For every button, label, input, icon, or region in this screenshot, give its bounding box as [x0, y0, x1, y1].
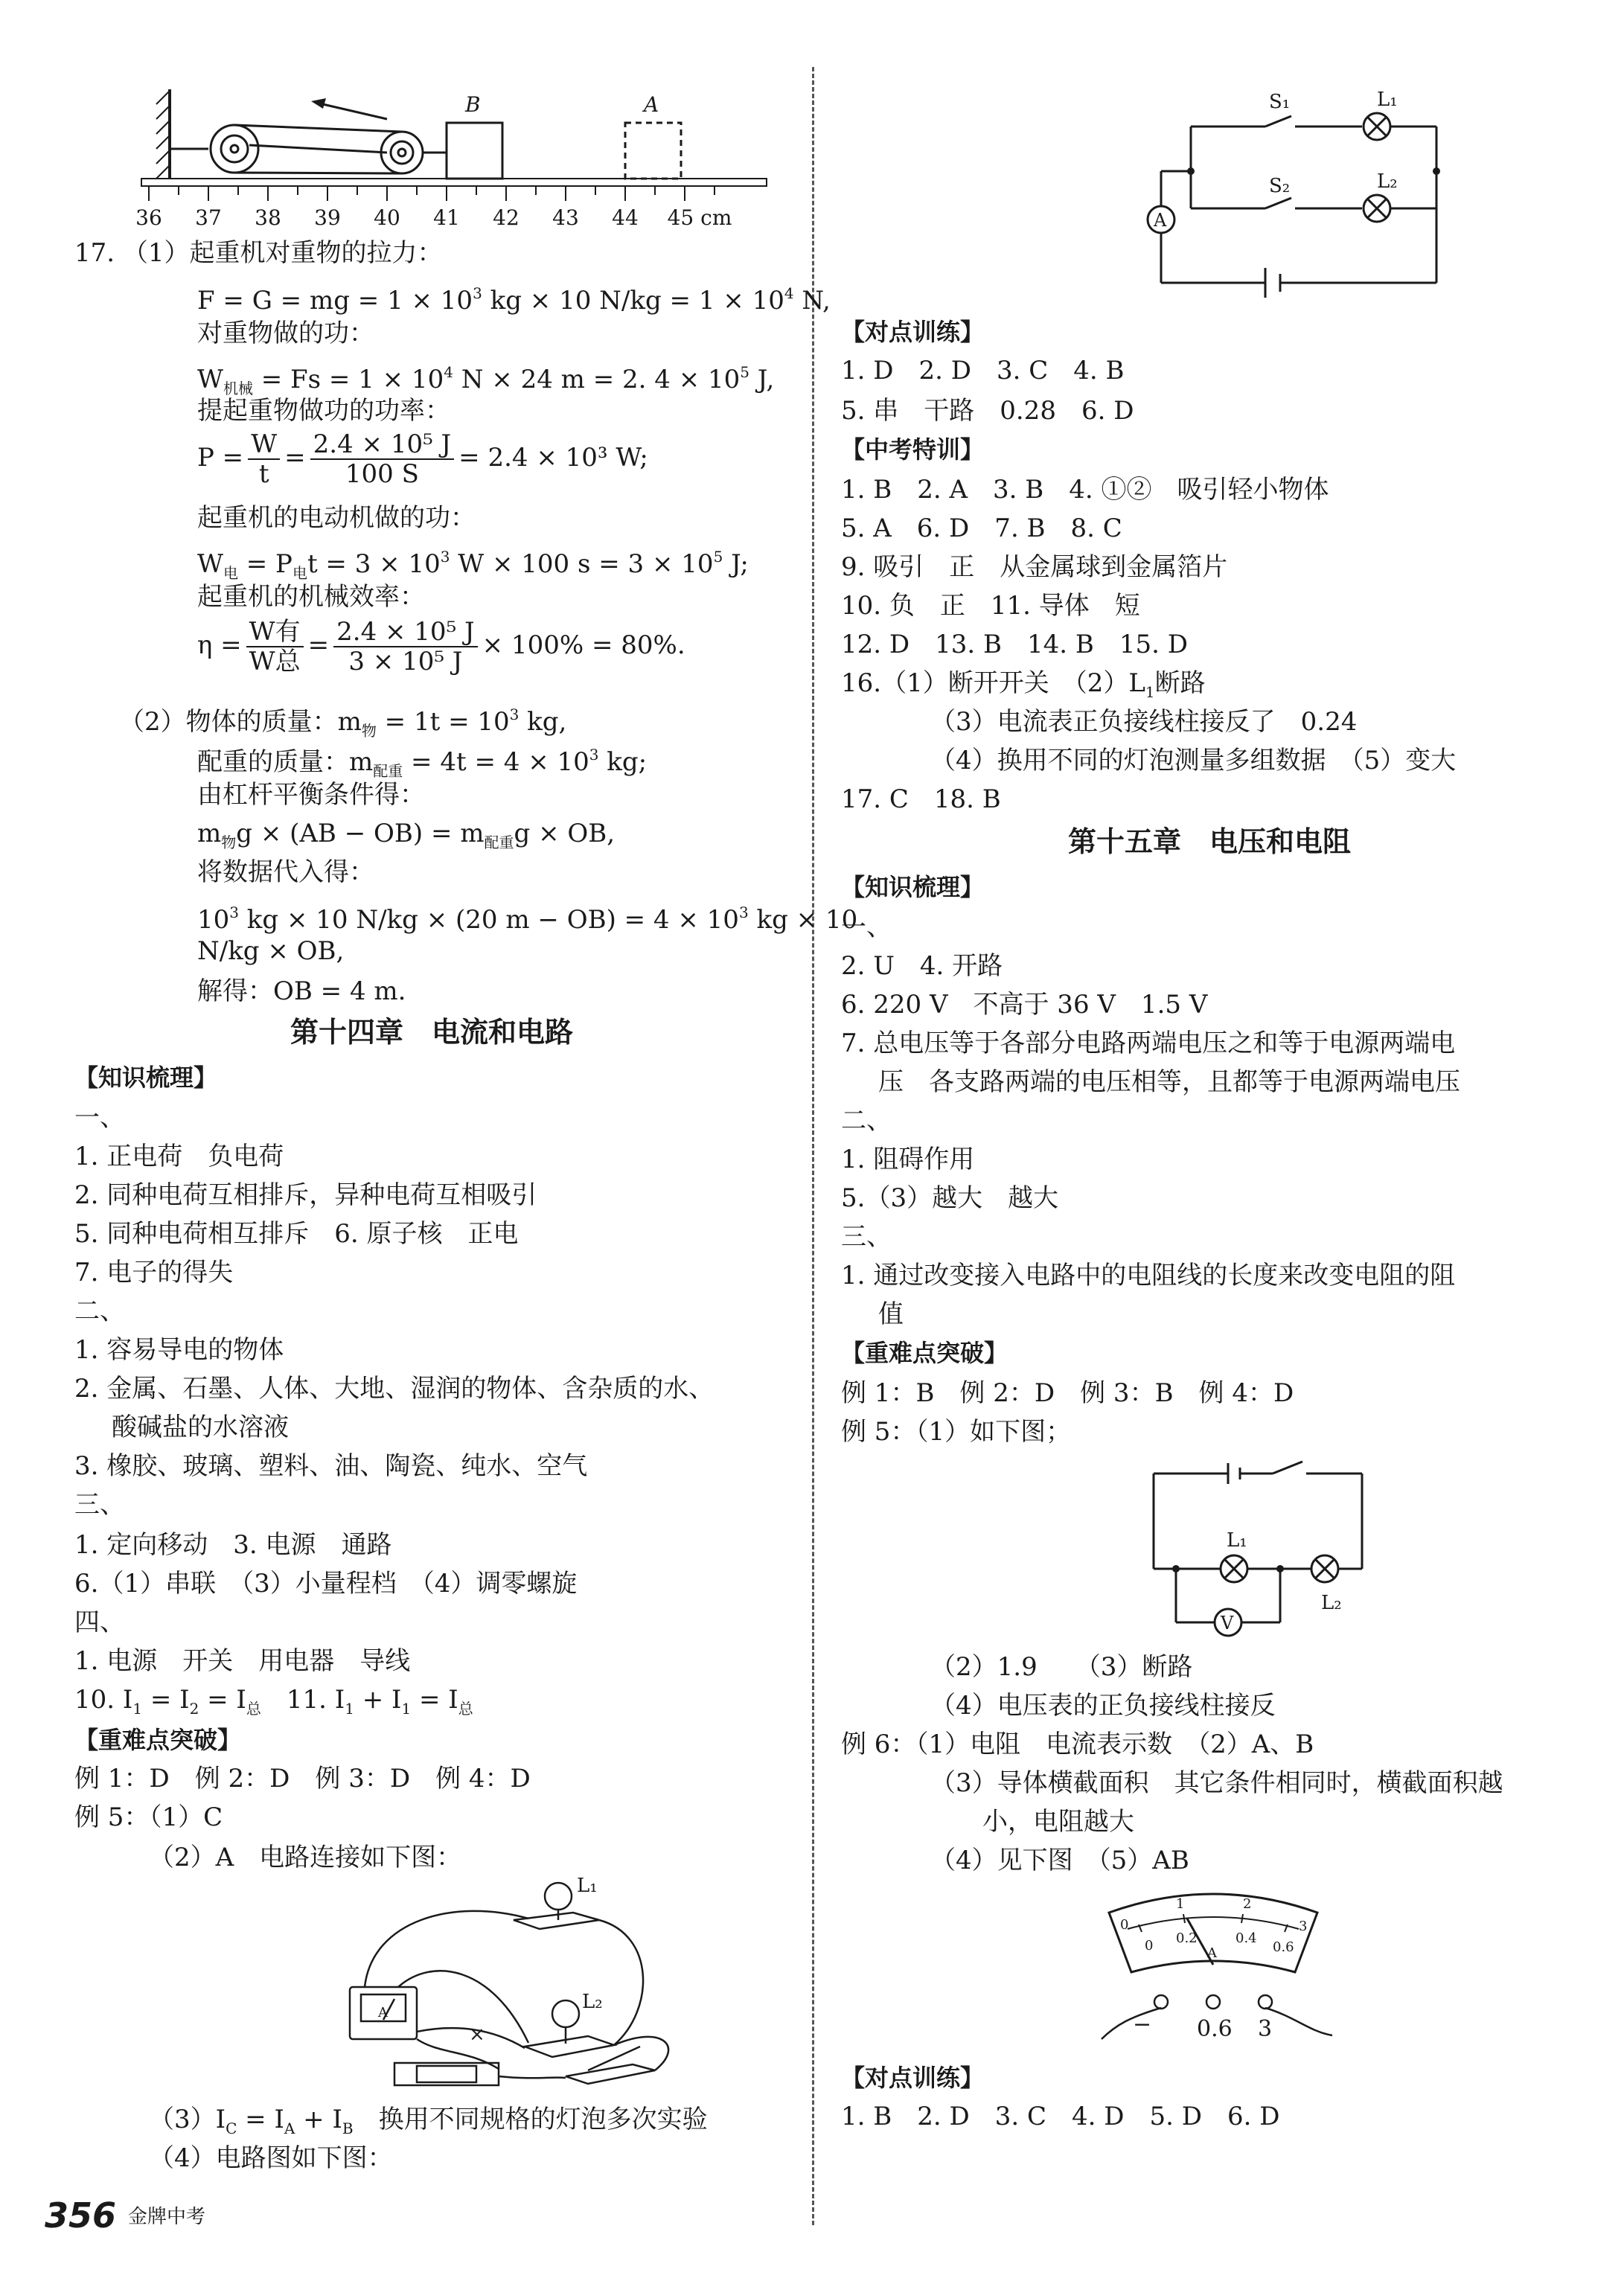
fig1-s2: S₂ [1269, 175, 1291, 197]
dial-unit: A [1207, 1945, 1217, 1961]
fig-l1-label: L₁ [577, 1875, 598, 1897]
example-line-3: （2）A 电路连接如下图： [149, 1843, 462, 1872]
k3-heading: 三、 [74, 1490, 125, 1520]
q17-line-18: 解得：OB = 4 m. [197, 976, 406, 1006]
k1-item-2: 2. 同种电荷互相排斥，异种电荷互相吸引 [74, 1180, 537, 1210]
q17-line-8: $W_电 = P_电t = 3 \times 10^3$ W × 100 $s = 3 \times 10^5$ J; [197, 548, 749, 582]
q17-line-7: 起重机的电动机做的功： [197, 503, 476, 533]
zk-line-9: 17. C 18. B [841, 784, 1001, 814]
example-line-1: 例 1：D 例 2：D 例 3：D 例 4：D [74, 1764, 531, 1794]
zk-line-8: （4）换用不同的灯泡测量多组数据 （5）变大 [930, 746, 1457, 775]
fig2-l1: L₁ [1227, 1529, 1247, 1552]
r-k1-item-3: 7. 总电压等于各部分电路两端电压之和等于电源两端电 [841, 1028, 1456, 1058]
tag-point-training-2: 【对点训练】 [841, 2064, 985, 2092]
r-k3-item-1-cont: 值 [878, 1299, 904, 1329]
q17-line-10: η = $\frac{\text{W有}}{\text{W总}}$ = $\frac{\text{2.4 × 10⁵ J}}{\text{3 × 10⁵ J}}$ × 100% = 80%. [197, 617, 685, 676]
ruler-tick-41: 41 [433, 205, 460, 230]
ruler-tick-43: 43 [552, 205, 579, 230]
ruler-tick-42: 42 [493, 205, 520, 230]
k1-item-4: 7. 电子的得失 [74, 1258, 234, 1287]
fig1-ammeter: A [1154, 210, 1167, 231]
k4-item-1: 1. 电源 开关 用电器 导线 [74, 1646, 411, 1676]
dial-bottom-02: 0.2 [1176, 1930, 1198, 1946]
k4-item-2: 10. $I_1 = I_2 = I_总$ 11. $I_1 + I_1 = I_总$ [74, 1685, 473, 1718]
parallel-circuit-figure [1139, 89, 1466, 305]
zk-line-4: 10. 负 正 11. 导体 短 [841, 591, 1140, 621]
k2-item-2: 2. 金属、石墨、人体、大地、湿润的物体、含杂质的水、 [74, 1374, 715, 1404]
ruler-tick-40: 40 [374, 205, 400, 230]
power-fraction-2: $\frac{\text{2.4 × 10⁵ J}}{100 S}$ [310, 430, 455, 488]
q17-line-12: 配重的质量：$m_{配重} = 4t = 4 \times 10^3$ kg; [197, 746, 648, 780]
tag-knowledge-review: 【知识梳理】 [74, 1063, 218, 1092]
tag-exam-training: 【中考特训】 [841, 435, 985, 464]
q17-line-17: N/kg × OB, [197, 936, 345, 966]
r-ex-line-7: 小，电阻越大 [982, 1807, 1134, 1837]
r-ex-line-2: 例 5：（1）如下图； [841, 1417, 1072, 1447]
q17-line-14: $m_物g \times (AB - OB) = m_{配重}g$ × OB, [197, 819, 616, 851]
efficiency-fraction-2: $\frac{\text{2.4 × 10⁵ J}}{\text{3 × 10⁵ J}}$ [333, 618, 478, 676]
dd-line-2: 5. 串 干路 0.28 6. D [841, 396, 1134, 426]
ruler-tick-39: 39 [314, 205, 341, 230]
r-k1-item-2: 6. 220 V 不高于 36 V 1.5 V [841, 990, 1208, 1020]
page-number: 356 [45, 2195, 117, 2236]
q17-line-6: P = $\frac{W}{t}$ = $\frac{\text{2.4 × 10⁵ J}}{100 S}$ = 2.4 × 10³ W; [197, 429, 648, 489]
k1-heading: 一、 [74, 1103, 125, 1133]
example-line-2: 例 5：（1）C [74, 1802, 223, 1832]
k2-item-2-cont: 酸碱盐的水溶液 [112, 1412, 289, 1442]
r-ex-line-6: （3）导体横截面积 其它条件相同时，横截面积越 [930, 1768, 1503, 1798]
voltmeter-circuit-figure [1139, 1459, 1392, 1637]
k3-item-2: 6.（1）串联 （3）小量程档 （4）调零螺旋 [74, 1569, 578, 1599]
terminal-minus: − [1133, 2012, 1152, 2038]
dial-top-1: 1 [1176, 1896, 1185, 1912]
q17-line-11: （2）物体的质量：$m_物 = 1t = 10^3$ kg, [119, 706, 567, 740]
q17-line-1: 17. （1）起重机对重物的拉力： [74, 238, 443, 268]
q17-line-15: 将数据代入得： [197, 857, 374, 887]
dial-bottom-06: 0.6 [1273, 1939, 1294, 1955]
example-line-5: （4）电路图如下图： [149, 2143, 393, 2173]
fig1-l2: L₂ [1377, 170, 1398, 193]
r-ex-line-3: （2）1.9 （3）断路 [930, 1652, 1193, 1682]
r-k2-heading: 二、 [841, 1106, 892, 1136]
r-k2-item-1: 1. 阻碍作用 [841, 1145, 975, 1174]
terminal-3: 3 [1258, 2016, 1273, 2042]
q17-line-16: $10^3$ kg × 10 N/kg × (20 $m - OB) = 4 \times 10^3$ kg × 10 [197, 903, 858, 935]
chapter-15-title: 第十五章 电压和电阻 [1067, 825, 1351, 858]
dd-line-1: 1. D 2. D 3. C 4. B [841, 356, 1125, 385]
efficiency-fraction-1: $\frac{\text{W有}}{\text{W总}}$ [246, 618, 304, 676]
dial-top-2: 2 [1243, 1896, 1252, 1912]
tag-key-difficulties: 【重难点突破】 [74, 1726, 242, 1754]
chapter-14-title: 第十四章 电流和电路 [290, 1016, 573, 1049]
zk-line-6: 16.（1）断开开关 $(2)L_1$断路 [841, 668, 1206, 701]
q17-line-4: $W_{机械} = Fs = 1 \times 10^4$ N × 24 m = 2. $4 \times 10^5$ J, [197, 363, 775, 397]
block-a-label: A [644, 92, 659, 117]
q17-line-2: F = G = mg = $1 \times 10^3$ kg × 10 $N/kg = 1 \times 10^4$ N, [197, 284, 831, 316]
q17-line-3: 对重物做的功： [197, 319, 374, 348]
terminal-0-6: 0.6 [1197, 2016, 1233, 2042]
r-ex-line-8: （4）见下图 （5）AB [930, 1846, 1189, 1875]
k2-item-1: 1. 容易导电的物体 [74, 1335, 284, 1365]
zk-line-3: 9. 吸引 正 从金属球到金属箔片 [841, 552, 1228, 582]
svg-text:×: × [469, 2023, 485, 2046]
tag-point-training: 【对点训练】 [841, 318, 985, 346]
ruler-tick-37: 37 [195, 205, 222, 230]
q17-line-5: 提起重物做功的功率： [197, 396, 450, 426]
r-k2-item-2: 5.（3）越大 越大 [841, 1183, 1059, 1213]
ruler-pulley-figure [134, 82, 841, 231]
dial-bottom-04: 0.4 [1235, 1930, 1257, 1946]
fig2-voltmeter: V [1221, 1613, 1234, 1634]
k4-heading: 四、 [74, 1607, 125, 1637]
zk-line-1: 1. B 2. A 3. B 4. ①② 吸引轻小物体 [841, 475, 1329, 505]
ruler-tick-38: 38 [255, 205, 281, 230]
fig1-s1: S₁ [1269, 91, 1291, 113]
zk-line-2: 5. A 6. D 7. B 8. C [841, 513, 1122, 543]
zk-line-7: （3）电流表正负接线柱接反了 0.24 [930, 707, 1358, 737]
k3-item-1: 1. 定向移动 3. 电源 通路 [74, 1530, 392, 1560]
k1-item-3: 5. 同种电荷相互排斥 6. 原子核 正电 [74, 1219, 519, 1249]
k1-item-1: 1. 正电荷 负电荷 [74, 1142, 284, 1171]
block-b-label: B [465, 92, 481, 117]
tag-knowledge-review-2: 【知识梳理】 [841, 873, 985, 901]
r-ex-line-1: 例 1：B 例 2：D 例 3：B 例 4：D [841, 1378, 1294, 1408]
fig-l2-label: L₂ [582, 1991, 603, 2013]
r-k1-heading: 一、 [841, 912, 892, 942]
dd2-line-1: 1. B 2. D 3. C 4. D 5. D 6. D [841, 2102, 1280, 2131]
k2-heading: 二、 [74, 1296, 125, 1326]
dial-top-0: 0 [1120, 1917, 1129, 1933]
ruler-tick-45: 45 cm [667, 205, 732, 230]
r-k3-heading: 三、 [841, 1222, 892, 1252]
fig-ammeter-label: A [378, 2005, 388, 2021]
q17-line-13: 由杠杆平衡条件得： [197, 780, 425, 810]
r-ex-line-5: 例 6：（1）电阻 电流表示数 （2）A、B [841, 1730, 1314, 1759]
q17-line-9: 起重机的机械效率： [197, 582, 425, 612]
fig2-l2: L₂ [1321, 1592, 1342, 1614]
power-fraction-1: $\frac{W}{t}$ [248, 430, 280, 488]
dial-bottom-0: 0 [1145, 1938, 1154, 1954]
column-divider [812, 67, 814, 2225]
brand-name: 金牌中考 [128, 2206, 206, 2228]
k2-item-3: 3. 橡胶、玻璃、塑料、油、陶瓷、纯水、空气 [74, 1451, 588, 1481]
ruler-tick-36: 36 [135, 205, 162, 230]
zk-line-5: 12. D 13. B 14. B 15. D [841, 630, 1189, 659]
r-k1-item-3-cont: 压 各支路两端的电压相等，且都等于电源两端电压 [878, 1067, 1460, 1097]
r-k1-item-1: 2. U 4. 开路 [841, 951, 1003, 981]
r-k3-item-1: 1. 通过改变接入电路中的电阻线的长度来改变电阻的阻 [841, 1261, 1456, 1290]
circuit-connection-figure [342, 1875, 729, 2099]
tag-key-difficulties-2: 【重难点突破】 [841, 1339, 1008, 1367]
dial-top-3: 3 [1299, 1919, 1308, 1934]
example-line-4: $(3)I_C = I_A + I_B$ 换用不同规格的灯泡多次实验 [149, 2105, 708, 2137]
fig1-l1: L₁ [1377, 89, 1398, 111]
ammeter-dial-figure [1087, 1883, 1369, 2054]
ruler-tick-44: 44 [612, 205, 639, 230]
r-ex-line-4: （4）电压表的正负接线柱接反 [930, 1691, 1276, 1721]
